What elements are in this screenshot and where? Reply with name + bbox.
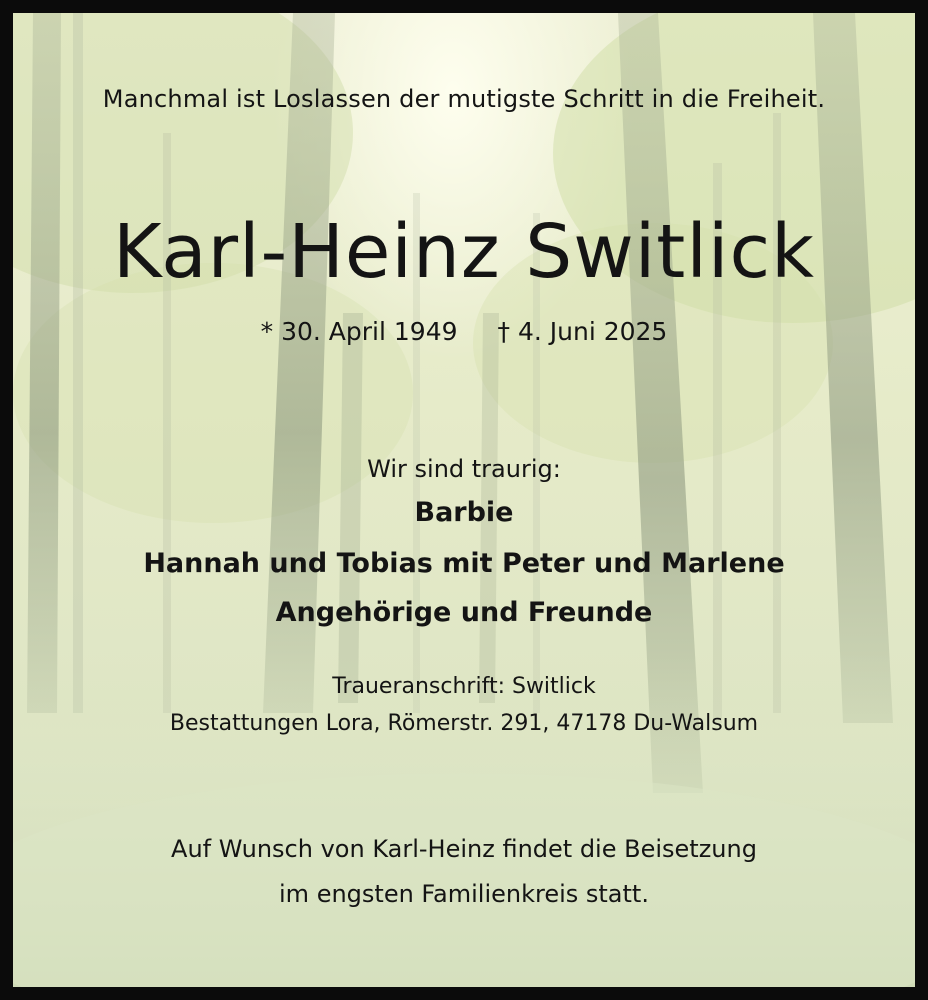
mourner-line: Angehörige und Freunde xyxy=(275,597,653,628)
deceased-name: Karl-Heinz Switlick xyxy=(113,209,815,295)
mourners-intro: Wir sind traurig: xyxy=(367,455,561,483)
notice-text xyxy=(13,13,915,987)
mourner-line: Hannah und Tobias mit Peter und Marlene xyxy=(143,548,785,579)
life-dates xyxy=(13,317,915,346)
mourner-line: Barbie xyxy=(414,497,514,528)
condolence-address-label: Traueranschrift: Switlick xyxy=(332,674,596,699)
motto-quote: Manchmal ist Loslassen der mutigste Schritt in die Freiheit. xyxy=(102,85,826,113)
death-date: † 4. Juni 2025 xyxy=(497,317,668,346)
condolence-address: Bestattungen Lora, Römerstr. 291, 47178 Du-Walsum xyxy=(169,711,759,736)
burial-note-line: Auf Wunsch von Karl-Heinz findet die Beisetzung xyxy=(171,835,757,863)
birth-date: * 30. April 1949 xyxy=(260,317,458,346)
burial-note-line: im engsten Familienkreis statt. xyxy=(279,880,649,908)
